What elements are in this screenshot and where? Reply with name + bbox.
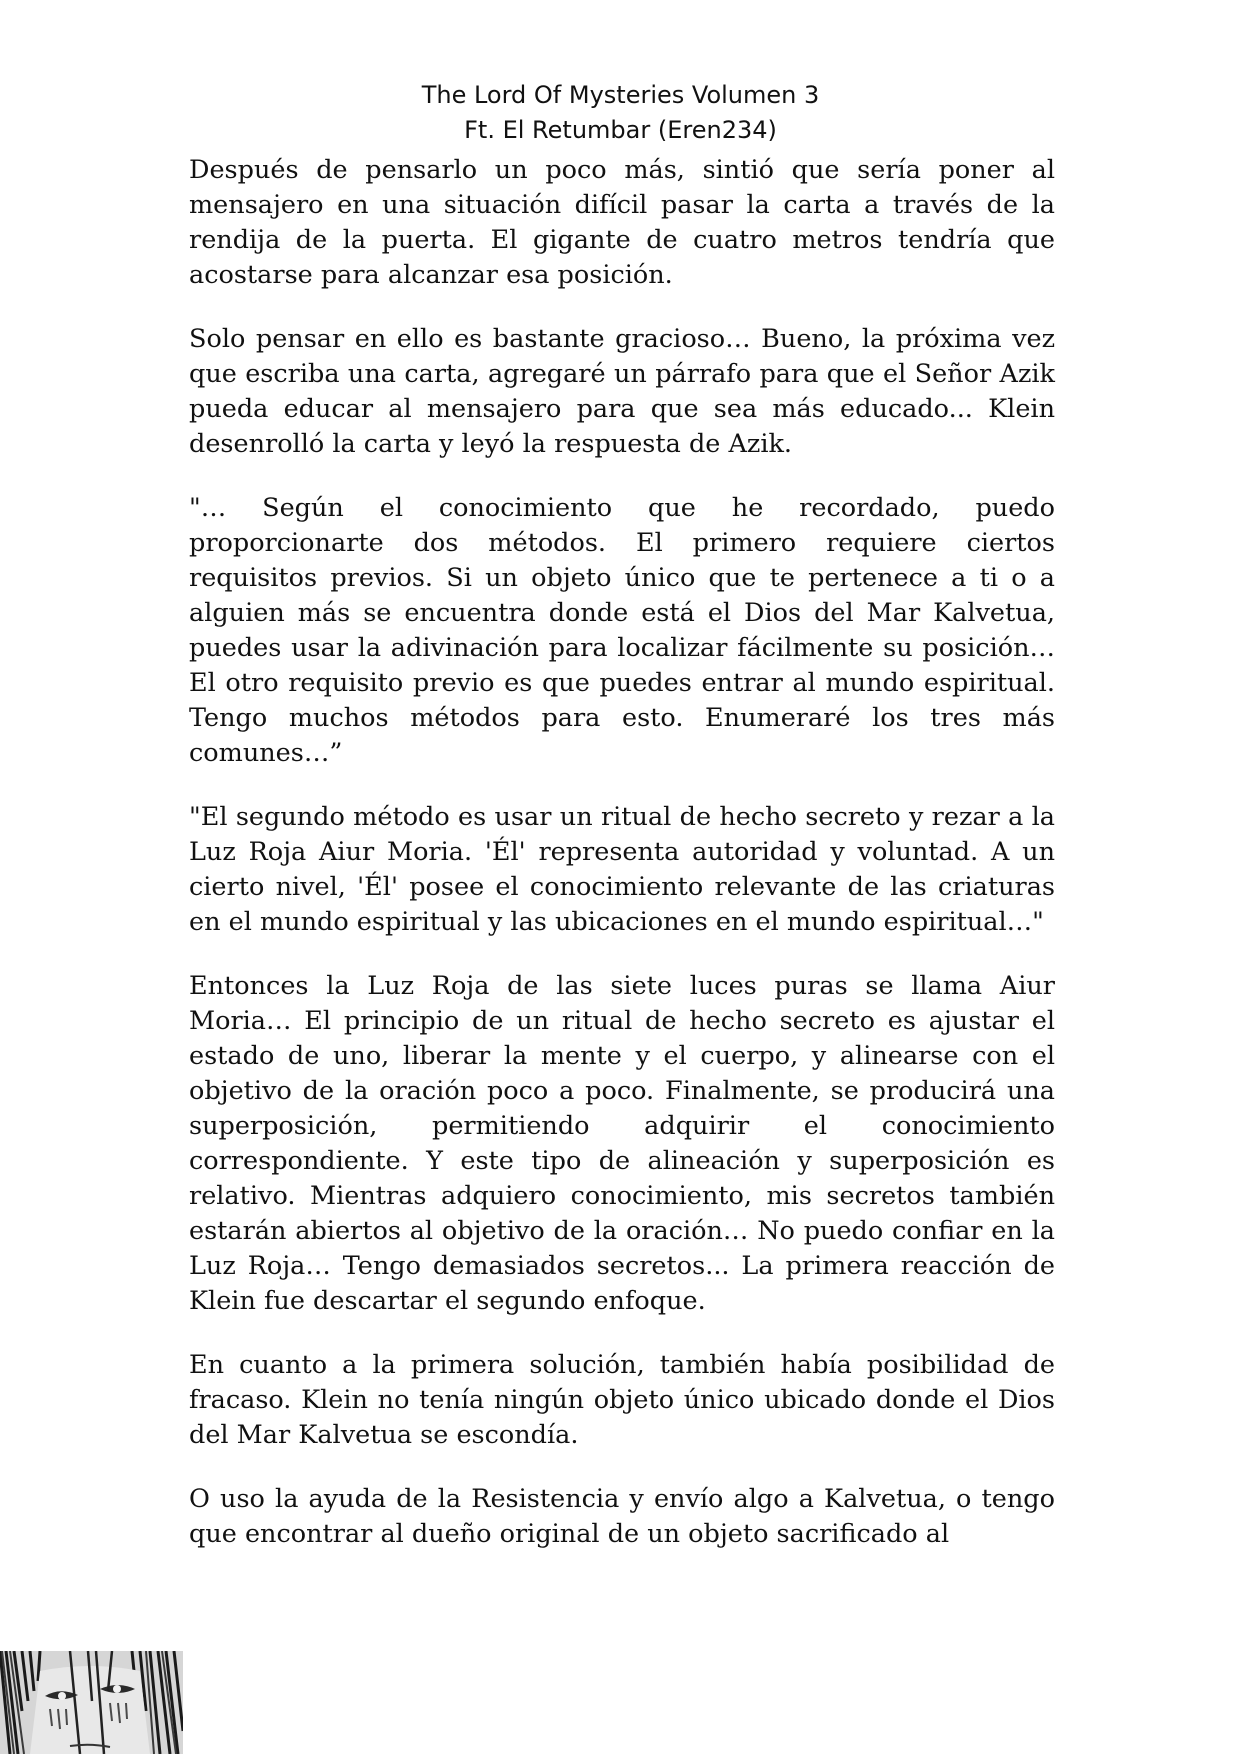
header-title: The Lord Of Mysteries Volumen 3 [421,81,820,109]
portrait-illustration [0,1651,183,1754]
paragraph: Después de pensarlo un poco más, sintió que sería poner al mensajero en una situación difícil pasar la carta a través de la rendija de la puerta. El gigante de cuatro metros tendría que acostarse para alcanzar esa posición. [189,155,1055,290]
paragraph: "El segundo método es usar un ritual de hecho secreto y rezar a la Luz Roja Aiur Moria. 'Él' representa autoridad y voluntad. A un cierto nivel, 'Él' posee el conocimiento relevante de las criaturas en el mundo espiritual y las ubicaciones en el mundo espiritual…" [189,802,1055,937]
character-portrait-image [0,1651,183,1754]
paragraph: "… Según el conocimiento que he recordado, puedo proporcionarte dos métodos. El primero requiere ciertos requisitos previos. Si un objeto único que te pertenece a ti o a alguien más se encuentra donde está el Dios del Mar Kalvetua, puedes usar la adivinación para localizar fácilmente su posición… El otro requisito previo es que puedes entrar al mundo espiritual. Tengo muchos métodos para esto. Enumeraré los tres más comunes…” [189,493,1055,768]
paragraph: En cuanto a la primera solución, también había posibilidad de fracaso. Klein no tenía ningún objeto único ubicado donde el Dios del Mar Kalvetua se escondía. [189,1350,1055,1450]
paragraph: Entonces la Luz Roja de las siete luces puras se llama Aiur Moria… El principio de un ritual de hecho secreto es ajustar el estado de uno, liberar la mente y el cuerpo, y alinearse con el objetivo de la oración poco a poco. Finalmente, se producirá una superposición, permitiendo adquirir el conocimiento correspondiente. Y este tipo de alineación y superposición es relativo. Mientras adquiero conocimiento, mis secretos también estarán abiertos al objetivo de la oración… No puedo confiar en la Luz Roja… Tengo demasiados secretos... La primera reacción de Klein fue descartar el segundo enfoque. [189,971,1055,1316]
header-credit: Ft. El Retumbar (Eren234) [464,116,777,144]
page-header [0,78,1241,148]
document-body [189,153,1055,1581]
paragraph: Solo pensar en ello es bastante gracioso… Bueno, la próxima vez que escriba una carta, agregaré un párrafo para que el Señor Azik pueda educar al mensajero para que sea más educado... Klein desenrolló la carta y leyó la respuesta de Azik. [189,324,1055,459]
paragraph: O uso la ayuda de la Resistencia y envío algo a Kalvetua, o tengo que encontrar al dueño original de un objeto sacrificado al [189,1484,1055,1549]
